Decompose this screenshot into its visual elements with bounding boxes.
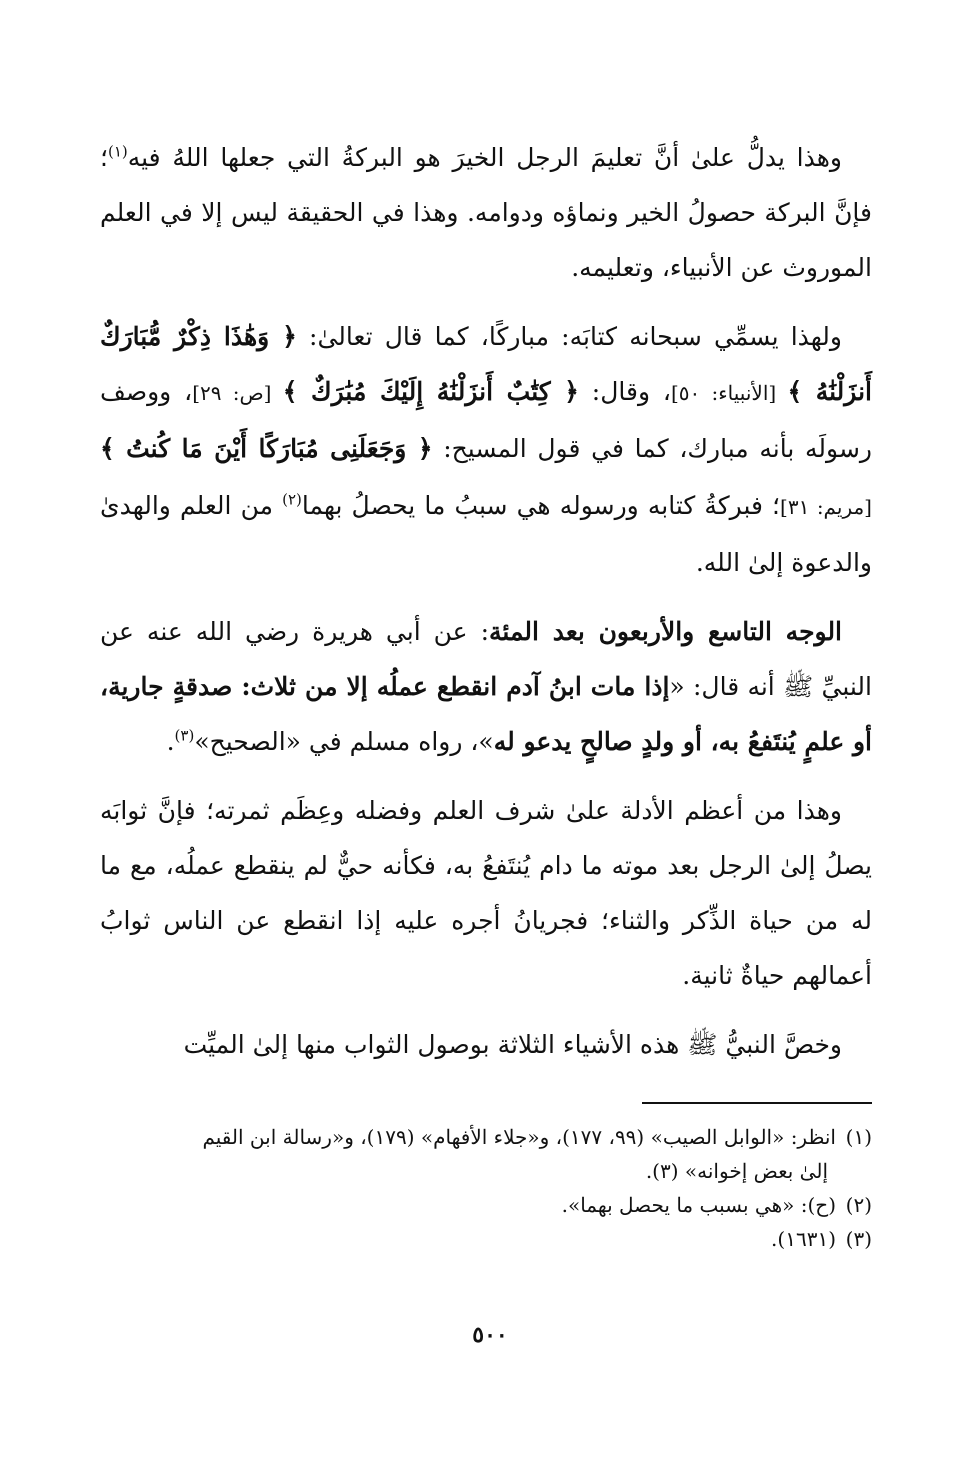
paragraph-text: . bbox=[166, 727, 175, 756]
footnote-ref-2[interactable]: (٢) bbox=[282, 490, 302, 509]
paragraph-4: وهذا من أعظم الأدلة علىٰ شرف العلم وفضله وعِظَم ثمرته؛ فإنَّ ثوابَه يصلُ إلىٰ الرجل بعد موته ما دام يُنتَفعُ به، فكأنه حيٌّ لم ينقطع عملُه، مع ما له من حياة الذِّكر والثناء؛ فجريانُ أجره عليه إذا انقطع عن الناس ثوابُ أعمالهم حياةٌ ثانية. bbox=[100, 796, 872, 990]
paragraph-text: ؛ فإنَّ البركة حصولُ الخير ونماؤه ودوامه. وهذا في الحقيقة ليس إلا في العلم الموروث عن الأنبياء، وتعليمه. bbox=[100, 143, 872, 282]
paragraph-1 bbox=[100, 130, 872, 295]
paragraph-2 bbox=[100, 309, 872, 590]
verse-reference: [مريم: ٣١] bbox=[780, 495, 872, 519]
quran-verse: ﴿ وَهَٰذَا ذِكْرٌ مُّبَارَكٌ أَنزَلْنَٰهُ ﴾ bbox=[100, 322, 872, 406]
footnote-text: (١٦٣١). bbox=[771, 1227, 836, 1251]
paragraph-3 bbox=[100, 604, 872, 769]
footnote-ref-1[interactable]: (١) bbox=[107, 142, 128, 161]
footnote-1-continued: إلىٰ بعض إخوانه» (٣). bbox=[645, 1159, 828, 1183]
hadith-text: إذا مات ابنُ آدم انقطع عملُه إلا من ثلاث: صدقةٍ جارية، أو علمٍ يُنتَفعُ به، أو ولدٍ صالحٍ يدعو له bbox=[100, 672, 872, 756]
paragraph-text: ولهذا يسمِّي سبحانه كتابَه: مباركًا، كما قال تعالىٰ: bbox=[296, 322, 842, 351]
paragraph-text: ، ووصف رسولَه بأنه مبارك، كما في قول المسيح: bbox=[100, 377, 872, 463]
footnote-divider bbox=[642, 1102, 872, 1104]
verse-reference: [ص: ٢٩] bbox=[192, 381, 283, 405]
paragraph-text: وهذا يدلُّ علىٰ أنَّ تعليمَ الرجل الخيرَ هو البركةُ التي جعلها اللهُ فيه bbox=[127, 143, 842, 172]
main-text bbox=[100, 130, 872, 1086]
paragraph-text: ، وقال: bbox=[578, 377, 671, 406]
footnotes bbox=[100, 1120, 872, 1256]
verse-reference: [الأنبياء: ٥٠] bbox=[670, 381, 788, 405]
footnote-1 bbox=[100, 1120, 872, 1154]
quran-verse: ﴿ وَجَعَلَنِى مُبَارَكًا أَيْنَ مَا كُنتُ ﴾ bbox=[100, 434, 433, 463]
footnote-number: (٣) bbox=[845, 1227, 872, 1251]
footnote-3 bbox=[100, 1222, 872, 1256]
page-number: ٥٠٠ bbox=[472, 1322, 508, 1348]
paragraph-text: : عن أبي هريرة رضي الله عنه عن النبيِّ ﷺ أنه قال: « bbox=[100, 617, 872, 701]
footnote-number: (١) bbox=[845, 1125, 872, 1149]
paragraph-text: من العلم والهدىٰ والدعوة إلىٰ الله. bbox=[100, 491, 872, 577]
footnote-text: انظر: «الوابل الصيب» (٩٩، ١٧٧)، و«جلاء الأفهام» (١٧٩)، و«رسالة ابن القيم bbox=[202, 1125, 836, 1149]
paragraph-text: »، رواه مسلم في «الصحيح» bbox=[194, 727, 494, 756]
paragraph-text: ؛ فبركةُ كتابه ورسوله هي سببُ ما يحصلُ بهما bbox=[301, 491, 781, 520]
footnote-text: (ح): «هي بسبب ما يحصل بهما». bbox=[561, 1193, 836, 1217]
paragraph-5: وخصَّ النبيُّ ﷺ هذه الأشياء الثلاثة بوصول الثواب منها إلىٰ الميِّت bbox=[183, 1030, 842, 1059]
footnote-2 bbox=[100, 1188, 872, 1222]
footnote-ref-3[interactable]: (٣) bbox=[174, 726, 195, 745]
section-heading: الوجه التاسع والأربعون بعد المئة bbox=[489, 617, 843, 646]
quran-verse: ﴿ كِتَٰبٌ أَنزَلْنَٰهُ إِلَيْكَ مُبَٰرَكٌ ﴾ bbox=[282, 377, 579, 406]
footnote-number: (٢) bbox=[845, 1193, 872, 1217]
